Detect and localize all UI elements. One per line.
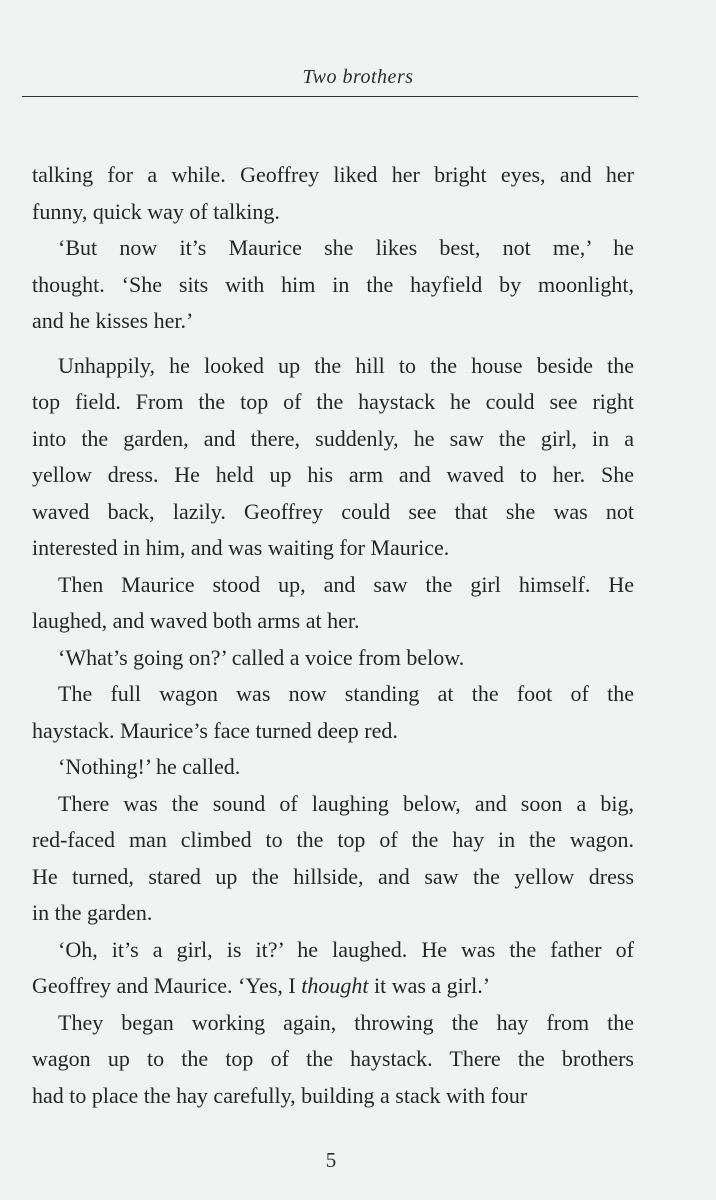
text-line: funny, quick way of talking.	[32, 198, 280, 224]
paragraph	[32, 932, 634, 1005]
text-line: into the garden, and there, suddenly, he saw the girl, in a	[32, 425, 634, 451]
paragraph	[32, 749, 634, 786]
paragraph	[32, 786, 634, 932]
text-line: He turned, stared up the hillside, and saw the yellow dress	[32, 863, 634, 889]
text-line: Unhappily, he looked up the hill to the house beside the	[58, 352, 634, 378]
running-head: Two brothers	[302, 66, 414, 88]
paragraph	[32, 348, 634, 567]
paragraph	[32, 1005, 634, 1115]
text-line: talking for a while. Geoffrey liked her bright eyes, and her	[32, 162, 634, 187]
paragraph	[32, 567, 634, 640]
text-line: There was the sound of laughing below, and soon a big,	[58, 790, 634, 816]
text-line: wagon up to the top of the haystack. There the brothers	[32, 1046, 634, 1071]
text-line: ‘But now it’s Maurice she likes best, not me,’ he	[58, 235, 634, 260]
text-line: Then Maurice stood up, and saw the girl himself. He	[58, 571, 634, 597]
paragraph	[32, 676, 634, 749]
text-line: ‘What’s going on?’ called a voice from below.	[58, 644, 465, 670]
page-number: 5	[325, 1148, 337, 1172]
text-line: waved back, lazily. Geoffrey could see that she was not	[32, 498, 634, 524]
text-line: top field. From the top of the haystack he could see right	[32, 389, 634, 414]
text-line: laughed, and waved both arms at her.	[32, 608, 360, 633]
text-line: interested in him, and was waiting for Maurice.	[32, 535, 450, 560]
text-line: in the garden.	[32, 900, 153, 925]
text-line: red-faced man climbed to the top of the hay in the wagon.	[32, 827, 634, 852]
text-line: and he kisses her.’	[32, 308, 194, 333]
text-line: thought. ‘She sits with him in the hayfield by moonlight,	[32, 271, 634, 297]
text-line: ‘Oh, it’s a girl, is it?’ he laughed. He was the father of	[58, 936, 634, 962]
text-line: ‘Nothing!’ he called.	[58, 754, 241, 779]
text-line: yellow dress. He held up his arm and waved to her. She	[32, 462, 634, 487]
text-line: had to place the hay carefully, building a stack with four	[32, 1082, 528, 1108]
text-line: haystack. Maurice’s face turned deep red.	[32, 717, 398, 743]
header-rule	[22, 96, 638, 97]
paragraph	[32, 640, 634, 677]
text-line: They began working again, throwing the hay from the	[58, 1009, 634, 1035]
paragraph	[32, 157, 634, 230]
paragraph-gap	[32, 340, 634, 348]
body-text	[32, 157, 634, 1114]
text-line: Geoffrey and Maurice. ‘Yes, I thought it was a girl.’	[32, 973, 491, 998]
text-line: The full wagon was now standing at the foot of the	[58, 681, 634, 706]
paragraph	[32, 230, 634, 340]
